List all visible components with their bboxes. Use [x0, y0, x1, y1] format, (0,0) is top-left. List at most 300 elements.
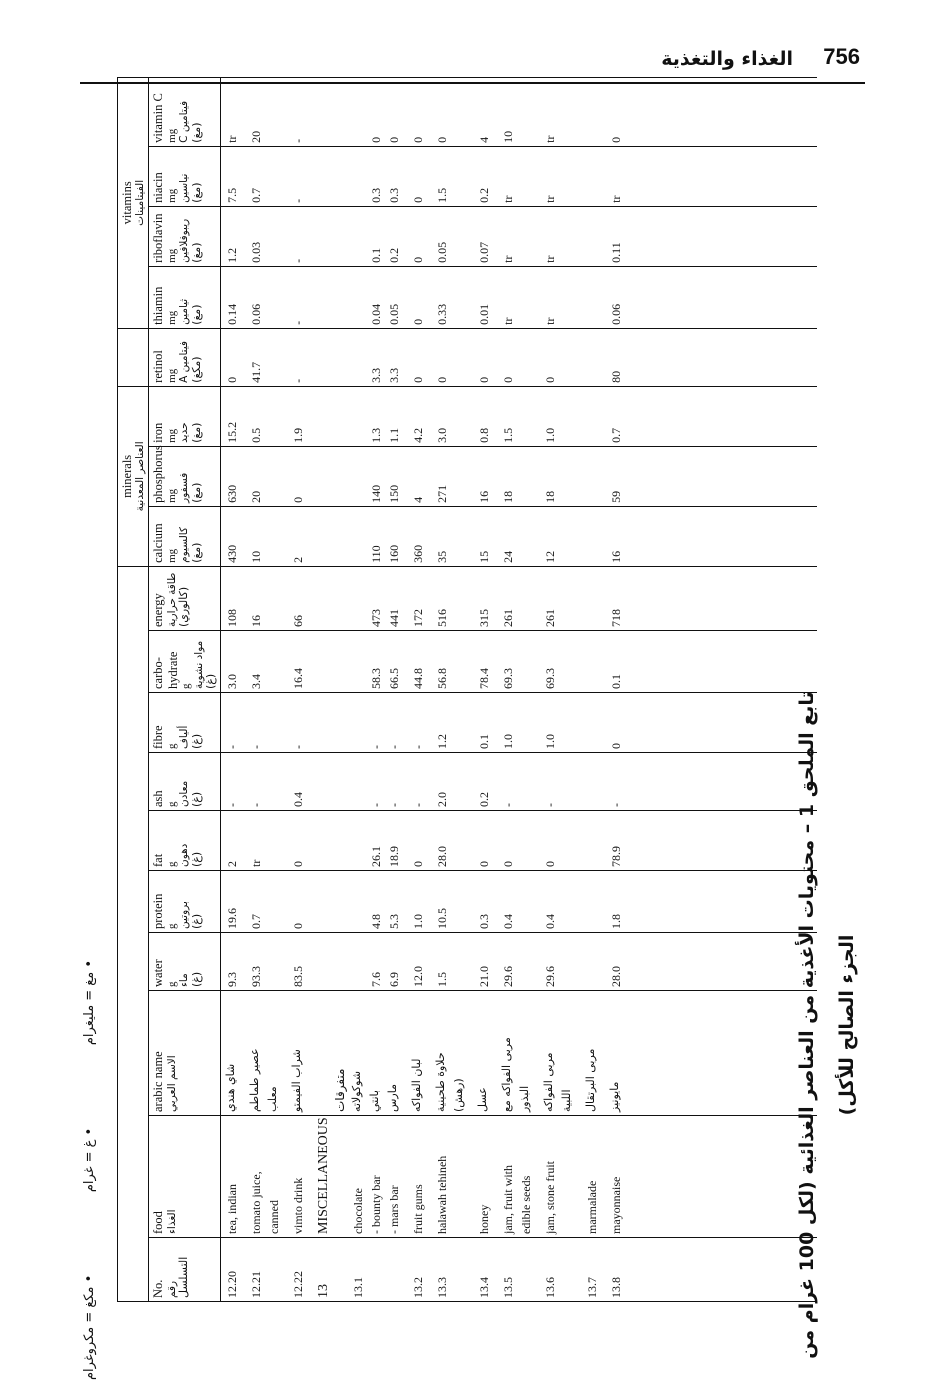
column-ar-label: الغذاء [165, 1209, 178, 1234]
row-gap [625, 270, 631, 325]
cell-calcium: 15 [476, 550, 491, 563]
cell-no: 13.8 [608, 1277, 623, 1298]
cell-calcium: 12 [542, 550, 557, 563]
cell-energy [583, 570, 601, 627]
cell-water: 12.0 [410, 966, 425, 987]
section-fat [313, 814, 331, 867]
column-header-ash [149, 753, 220, 811]
cell-niacin: 0.7 [248, 187, 263, 203]
cell-arabic: بانتي [367, 1090, 381, 1112]
column-unit: g [180, 683, 193, 689]
row-gap [625, 81, 631, 143]
cell-energy: 315 [476, 609, 491, 627]
column-ar-label: ألياف [178, 725, 191, 749]
cell-phosphorus: 18 [500, 490, 515, 503]
cell-energy [517, 570, 535, 627]
cell-phosphorus [451, 450, 469, 503]
cell-riboflavin [559, 210, 577, 263]
column-header-retinol [149, 328, 220, 386]
cell-fat: 18.9 [386, 846, 401, 867]
column-unit: mg [165, 368, 178, 383]
cell-ash [451, 756, 469, 807]
cell-fibre: - [368, 745, 383, 749]
column-ar-label: فيتامين C [178, 100, 191, 143]
cell-iron: 1.9 [290, 427, 305, 443]
cell-fibre [517, 696, 535, 749]
column-cells-calcium [220, 506, 817, 566]
cell-water: 93.3 [248, 966, 263, 987]
column-unit: g [165, 981, 178, 987]
cell-water [265, 936, 283, 987]
cell-niacin: tr [608, 195, 623, 203]
section-ar-vitc [331, 81, 349, 143]
section-ar-arabic: متفرقات [332, 1068, 347, 1112]
row-gap [625, 696, 631, 749]
section-carbo [313, 634, 331, 689]
cell-food: honey [476, 1204, 491, 1234]
cell-riboflavin: 1.2 [224, 247, 239, 263]
cell-thiamin: 0 [410, 318, 425, 325]
section-ar-fibre [331, 696, 349, 749]
cell-energy: 66 [290, 615, 305, 627]
cell-retinol: 3.3 [368, 367, 383, 383]
cell-vitc: - [290, 138, 305, 143]
cell-niacin: 0.2 [476, 187, 491, 203]
cell-fat: tr [248, 859, 263, 867]
cell-carbo: 69.3 [500, 668, 515, 689]
data-row [220, 77, 817, 1301]
cell-arabic: عسل [475, 1087, 489, 1112]
cell-iron: 15.2 [224, 421, 239, 443]
cell-fat [559, 814, 577, 867]
cell-thiamin [265, 270, 283, 325]
cell-water: 29.6 [542, 966, 557, 987]
cell-food [559, 1119, 577, 1234]
cell-calcium [451, 510, 469, 563]
column-ar-label: نياسين [178, 173, 191, 203]
cell-thiamin: 0.06 [608, 303, 623, 325]
cell-fibre: 1.0 [542, 734, 557, 749]
section-iron [313, 390, 331, 443]
cell-ash: 0.2 [476, 792, 491, 807]
cell-calcium: 430 [224, 544, 239, 563]
cell-carbo [583, 634, 601, 689]
cell-niacin: tr [500, 195, 515, 203]
cell-thiamin: 0.04 [368, 303, 383, 325]
cell-retinol [559, 332, 577, 383]
cell-vitc: 0 [608, 136, 623, 143]
column-unit: mg [165, 248, 178, 263]
cell-calcium [583, 510, 601, 563]
column-cells-fibre [220, 693, 817, 753]
cell-vitc [349, 81, 367, 143]
cell-riboflavin: 0.03 [248, 241, 263, 263]
cell-carbo: 69.3 [542, 668, 557, 689]
cell-fibre: 0 [608, 743, 623, 749]
column-header-calcium [149, 506, 220, 566]
row-gap [625, 570, 631, 627]
cell-retinol: 0 [476, 376, 491, 383]
column-unit-ar: (مغ) [189, 304, 203, 325]
cell-arabic: شراب الفيمتو [289, 1049, 303, 1112]
cell-phosphorus: 271 [434, 484, 449, 503]
cell-phosphorus: 150 [386, 484, 401, 503]
cell-retinol: 0 [500, 376, 515, 383]
cell-no: 12.20 [224, 1271, 239, 1298]
column-header-no [149, 1238, 220, 1302]
cell-protein: 10.5 [434, 908, 449, 929]
cell-niacin: 7.5 [224, 187, 239, 203]
column-unit-ar: (مغ) [189, 542, 203, 563]
cell-calcium: 16 [608, 550, 623, 563]
cell-retinol: 0 [542, 376, 557, 383]
cell-protein: 0.4 [500, 914, 515, 929]
section-ar-phosphorus [331, 450, 349, 503]
column-cells-arabic [220, 991, 817, 1116]
cell-phosphorus [349, 450, 367, 503]
cell-food: tea, indian [224, 1184, 239, 1234]
section-ar-riboflavin [331, 210, 349, 263]
column-unit: mg [165, 428, 178, 443]
cell-iron: 1.1 [386, 427, 401, 443]
cell-calcium: 2 [290, 556, 305, 563]
row-gap [625, 814, 631, 867]
cell-riboflavin [265, 210, 283, 263]
cell-retinol: 80 [608, 370, 623, 383]
cell-riboflavin [583, 210, 601, 263]
cell-protein: 0.4 [542, 914, 557, 929]
cell-protein [517, 874, 535, 929]
cell-carbo: 3.0 [224, 674, 239, 689]
cell-niacin: 0.3 [386, 187, 401, 203]
cell-water: 7.6 [368, 972, 383, 987]
cell-vitc: 4 [476, 136, 491, 143]
vitamins-group-en: vitamins [120, 181, 134, 225]
column-unit: g [165, 923, 178, 929]
column-cells-niacin [220, 146, 817, 206]
cell-fibre: 1.2 [434, 734, 449, 749]
cell-food [451, 1119, 469, 1234]
column-unit-ar: التسلسل [176, 1256, 190, 1298]
section-retinol [313, 332, 331, 383]
section-ar-ash [331, 756, 349, 807]
cell-water [349, 936, 367, 987]
column-cells-vitc [220, 77, 817, 146]
column-cells-retinol [220, 328, 817, 386]
section-phosphorus [313, 450, 331, 503]
column-cells-riboflavin [220, 206, 817, 266]
cell-water: 1.5 [434, 972, 449, 987]
cell-phosphorus: 630 [224, 484, 239, 503]
cell-food: jam, fruit with [500, 1165, 515, 1234]
column-cells-carbo [220, 631, 817, 693]
cell-energy [559, 570, 577, 627]
column-header-niacin [149, 146, 220, 206]
cell-arabic: حلاوة طحينية [433, 1052, 447, 1112]
cell-retinol: 0 [410, 376, 425, 383]
cell-fibre: - [224, 745, 239, 749]
cell-riboflavin: tr [500, 255, 515, 263]
column-unit-ar: (مغ) [189, 122, 203, 143]
cell-iron: 1.3 [368, 427, 383, 443]
column-header-energy [149, 566, 220, 630]
column-unit-ar: (غ) [203, 673, 217, 689]
cell-retinol: 41.7 [248, 361, 263, 383]
cell-iron: 4.2 [410, 427, 425, 443]
column-unit: mg [165, 310, 178, 325]
column-cells-ash [220, 753, 817, 811]
cell-calcium [349, 510, 367, 563]
section-ar-carbo [331, 634, 349, 689]
column-en-label: energy [151, 593, 166, 627]
cell-energy: 441 [386, 609, 401, 627]
cell-food: edible seeds [518, 1175, 533, 1234]
cell-food: fruit gums [410, 1184, 425, 1234]
cell-riboflavin: 0.2 [386, 247, 401, 263]
cell-protein [265, 874, 283, 929]
column-cells-phosphorus [220, 446, 817, 506]
header-spacer-2 [118, 328, 149, 386]
cell-niacin: - [290, 198, 305, 203]
section-ar-fat [331, 814, 349, 867]
cell-retinol [349, 332, 367, 383]
cell-no: 12.21 [248, 1271, 263, 1298]
cell-food: - mars bar [386, 1185, 401, 1234]
cell-protein: 5.3 [386, 914, 401, 929]
cell-no: 12.22 [290, 1271, 305, 1298]
cell-ash: - [386, 803, 401, 807]
column-en-label: calcium [151, 523, 166, 563]
section-riboflavin [313, 210, 331, 263]
column-cells-protein [220, 871, 817, 933]
cell-fat [265, 814, 283, 867]
table-caption: تابع الملحق 1 – محتويات الأغذية من العناصر الغذائية (لكل 100 غرام من الجزء الصالح للأكل) [796, 691, 858, 1359]
cell-fibre [559, 696, 577, 749]
section-ar-food [331, 1119, 349, 1234]
column-unit: mg [165, 188, 178, 203]
legend-mg: • مغ = مليغرام [82, 960, 97, 1046]
cell-vitc: 10 [500, 130, 515, 143]
cell-protein: 19.6 [224, 908, 239, 929]
column-ar-label: دهون [178, 843, 191, 867]
cell-ash: 0.4 [290, 792, 305, 807]
cell-water: 21.0 [476, 966, 491, 987]
cell-thiamin: 0.05 [386, 303, 401, 325]
cell-phosphorus: 16 [476, 490, 491, 503]
cell-water: 83.5 [290, 966, 305, 987]
column-ar-label: ثيامين [178, 298, 191, 325]
column-ar-label: ريبوفلافين [178, 218, 191, 263]
cell-water: 28.0 [608, 966, 623, 987]
column-en-label: niacin [151, 172, 166, 203]
cell-energy [451, 570, 469, 627]
cell-water [451, 936, 469, 987]
cell-riboflavin: 0 [410, 256, 425, 263]
column-header-carbo [149, 631, 220, 693]
cell-iron [583, 390, 601, 443]
cell-vitc [517, 81, 535, 143]
cell-fibre: 0.1 [476, 734, 491, 749]
cell-calcium [559, 510, 577, 563]
cell-retinol: - [290, 378, 305, 383]
cell-arabic: (رهش) [451, 1078, 465, 1112]
cell-retinol [451, 332, 469, 383]
section-arabic [313, 994, 331, 1112]
column-unit-ar: (غ) [189, 791, 203, 807]
cell-water: 6.9 [386, 972, 401, 987]
cell-protein: 4.8 [368, 914, 383, 929]
cell-protein: 0 [290, 923, 305, 929]
section-ash [313, 756, 331, 807]
cell-niacin: 0.3 [368, 187, 383, 203]
cell-arabic: لبان الفواكه [409, 1058, 423, 1112]
cell-thiamin [349, 270, 367, 325]
cell-ash: 2.0 [434, 792, 449, 807]
cell-protein [349, 874, 367, 929]
cell-energy: 718 [608, 609, 623, 627]
cell-protein [559, 874, 577, 929]
cell-protein: 1.8 [608, 914, 623, 929]
row-gap [625, 150, 631, 203]
section-no: 13 [315, 1284, 331, 1298]
cell-arabic: مربى الفواكه مع [499, 1037, 513, 1112]
cell-water: 29.6 [500, 966, 515, 987]
row-gap [625, 936, 631, 987]
cell-fat: 0 [500, 861, 515, 867]
column-unit-ar: (غ) [189, 971, 203, 987]
cell-phosphorus [559, 450, 577, 503]
cell-iron: 1.0 [542, 427, 557, 443]
column-unit: mg [165, 548, 178, 563]
cell-retinol: 0 [434, 376, 449, 383]
column-header-thiamin [149, 266, 220, 328]
chapter-title: الغذاء والتغذية [661, 48, 793, 70]
cell-no [265, 1241, 283, 1298]
column-unit-ar: (مغ) [189, 242, 203, 263]
column-en-label: protein [151, 893, 166, 929]
cell-carbo: 58.3 [368, 668, 383, 689]
cell-vitc: tr [224, 135, 239, 143]
cell-carbo [265, 634, 283, 689]
cell-calcium: 35 [434, 550, 449, 563]
column-unit: mg [165, 488, 178, 503]
cell-fat [349, 814, 367, 867]
cell-fat: 78.9 [608, 846, 623, 867]
cell-niacin [559, 150, 577, 203]
column-ar-label: طاقة حرارية [165, 572, 178, 627]
vitamins-group-header [118, 77, 149, 328]
cell-carbo [517, 634, 535, 689]
column-unit-ar: (مغ) [189, 422, 203, 443]
header-spacer [118, 566, 149, 1301]
cell-carbo: 44.8 [410, 668, 425, 689]
cell-fat: 0 [410, 861, 425, 867]
cell-calcium [265, 510, 283, 563]
column-unit: g [165, 743, 178, 749]
column-unit-ar: (مكغ) [189, 356, 203, 383]
section-protein [313, 874, 331, 929]
cell-food: marmalade [584, 1180, 599, 1234]
column-ar-label: فيتامين A [178, 340, 191, 383]
column-en-label: vitamin C [151, 93, 166, 143]
column-ar-label: معادن [178, 780, 191, 807]
cell-fat: 0 [542, 861, 557, 867]
cell-niacin: tr [542, 195, 557, 203]
column-header-vitc [149, 77, 220, 146]
column-cells-food [220, 1116, 817, 1238]
cell-calcium: 160 [386, 544, 401, 563]
cell-energy: 261 [542, 609, 557, 627]
cell-fibre: - [410, 745, 425, 749]
cell-vitc: tr [542, 135, 557, 143]
column-en-label: No. [151, 1279, 166, 1298]
column-ar-label: الاسم العربي [165, 1055, 178, 1112]
cell-retinol: 0 [224, 376, 239, 383]
cell-thiamin [451, 270, 469, 325]
section-food: MISCELLANEOUS [315, 1117, 331, 1234]
cell-thiamin [517, 270, 535, 325]
section-ar-no [331, 1241, 349, 1298]
column-ar-label: حديد [178, 422, 191, 443]
cell-thiamin: tr [500, 317, 515, 325]
cell-fat: 0 [290, 861, 305, 867]
cell-retinol [583, 332, 601, 383]
cell-thiamin [559, 270, 577, 325]
cell-ash [583, 756, 601, 807]
cell-no: 13.2 [410, 1277, 425, 1298]
cell-retinol: 3.3 [386, 367, 401, 383]
column-header-riboflavin [149, 206, 220, 266]
cell-iron: 1.5 [500, 427, 515, 443]
cell-food: mayonnaise [608, 1176, 623, 1234]
column-header-arabic [149, 991, 220, 1116]
cell-calcium: 360 [410, 544, 425, 563]
section-ar-protein [331, 874, 349, 929]
cell-vitc [451, 81, 469, 143]
cell-iron [517, 390, 535, 443]
cell-riboflavin [517, 210, 535, 263]
cell-fat [517, 814, 535, 867]
column-en-label: arabic name [151, 1051, 166, 1112]
column-en-label: fat [151, 853, 166, 867]
cell-water: 9.3 [224, 972, 239, 987]
minerals-group-ar: العناصر المعدنية [134, 441, 147, 512]
cell-carbo: 16.4 [290, 668, 305, 689]
cell-iron [349, 390, 367, 443]
column-header-fat [149, 811, 220, 871]
cell-riboflavin: 0.11 [608, 242, 623, 263]
cell-protein: 0.7 [248, 914, 263, 929]
cell-protein [451, 874, 469, 929]
cell-riboflavin: 0.07 [476, 241, 491, 263]
cell-arabic: معلب [265, 1086, 279, 1112]
nutrient-table-wrapper [117, 93, 817, 1302]
row-gap [625, 874, 631, 929]
column-en-label: fibre [151, 725, 166, 749]
cell-calcium: 10 [248, 550, 263, 563]
cell-food: tomato juice, [248, 1171, 263, 1234]
cell-phosphorus: 18 [542, 490, 557, 503]
cell-retinol [265, 332, 283, 383]
section-ar-iron [331, 390, 349, 443]
cell-phosphorus: 140 [368, 484, 383, 503]
cell-ash: - [608, 803, 623, 807]
section-ar-calcium [331, 510, 349, 563]
cell-fibre [349, 696, 367, 749]
cell-carbo: 3.4 [248, 674, 263, 689]
column-cells-fat [220, 811, 817, 871]
column-en-label: water [151, 959, 166, 987]
